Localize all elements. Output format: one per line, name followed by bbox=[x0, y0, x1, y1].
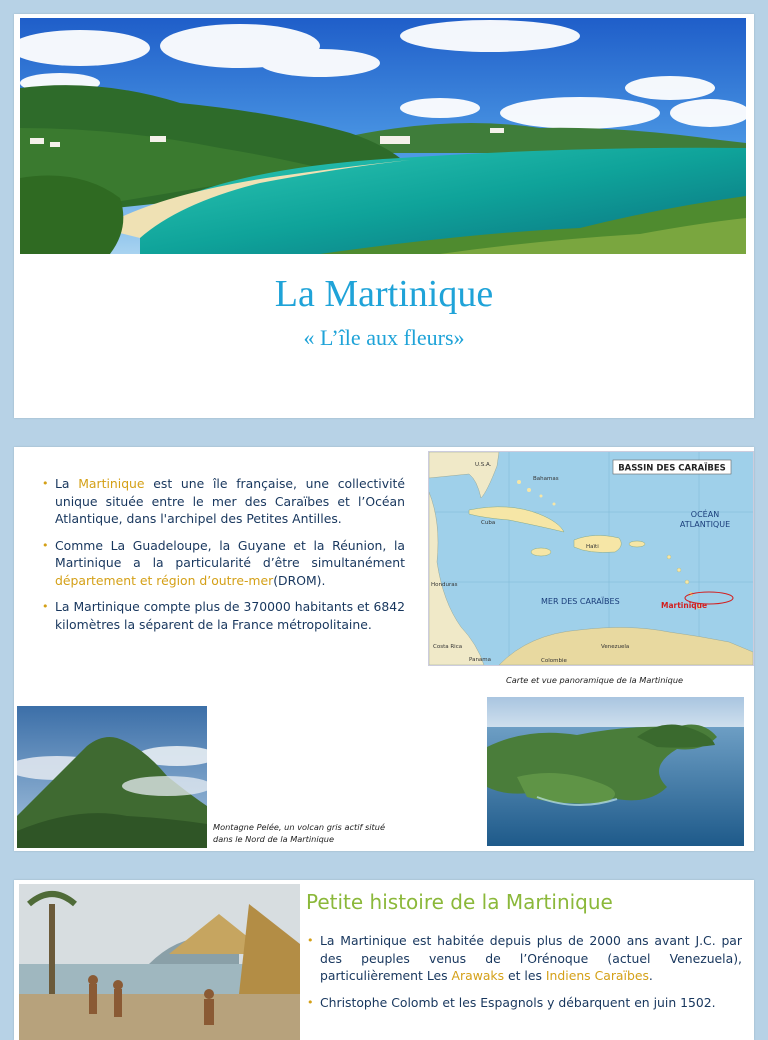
map-label-honduras: Honduras bbox=[431, 582, 458, 588]
map-label-atlantic: ATLANTIQUE bbox=[679, 520, 731, 529]
bullet-icon: • bbox=[42, 600, 49, 613]
map-label-panama: Panama bbox=[469, 657, 492, 663]
bullet-icon: • bbox=[307, 995, 314, 1009]
bullet-item bbox=[42, 598, 405, 633]
history-title: Petite histoire de la Martinique bbox=[306, 890, 613, 914]
presentation-subtitle: « L’île aux fleurs» bbox=[303, 325, 465, 350]
highlight-arawaks: Arawaks bbox=[451, 968, 505, 983]
map-label-haiti: Haïti bbox=[586, 544, 599, 550]
bullet-text: Comme La Guadeloupe, la Guyane et la Réunion, la Martinique a la particularité d’être simultanément bbox=[55, 537, 405, 570]
mount-pelee-image bbox=[17, 706, 207, 848]
bullet-icon: • bbox=[307, 934, 314, 947]
map-title: BASSIN DES CARAÏBES bbox=[618, 463, 726, 474]
map-label-martinique: Martinique bbox=[661, 601, 708, 610]
slide-presentation bbox=[14, 447, 754, 851]
map-label-usa: U.S.A. bbox=[475, 462, 492, 468]
bullet-item bbox=[307, 932, 742, 985]
highlight-indiens-caraibes: Indiens Caraïbes bbox=[545, 968, 649, 983]
intro-bullet-list bbox=[42, 475, 405, 642]
arawak-village-illustration bbox=[19, 884, 300, 1040]
map-label-costa-rica: Costa Rica bbox=[433, 644, 463, 650]
volcano-caption: Montagne Pelée, un volcan gris actif situé dans le Nord de la Martinique bbox=[213, 822, 385, 844]
history-bullet-list bbox=[307, 932, 742, 1020]
bullet-text: . bbox=[648, 968, 653, 983]
map-label-bahamas: Bahamas bbox=[533, 476, 559, 482]
bullet-text: La Martinique compte plus de 370000 habitants et 6842 kilomètres la séparent de la France métropolitaine. bbox=[55, 599, 405, 632]
map-label-ocean: OCÉAN bbox=[690, 510, 720, 519]
map-caption: Carte et vue panoramique de la Martinique bbox=[506, 675, 684, 685]
bullet-item bbox=[42, 475, 405, 528]
bullet-icon: • bbox=[42, 477, 49, 490]
bullet-text: et les bbox=[504, 968, 546, 983]
slide-title bbox=[14, 14, 754, 418]
map-label-colombie: Colombie bbox=[541, 658, 567, 664]
aerial-martinique-image bbox=[487, 697, 744, 846]
bullet-icon: • bbox=[42, 538, 49, 552]
highlight-drom: département et région d’outre-mer bbox=[55, 572, 274, 588]
map-label-venezuela: Venezuela bbox=[601, 644, 630, 650]
bullet-text: La bbox=[55, 476, 79, 491]
bullet-text: est une île française, une collectivité unique située entre le mer des Caraïbes et l’Océan Atlantique, dans l'archipel des Petites Antilles. bbox=[55, 476, 405, 526]
map-label-sea: MER DES CARAÏBES bbox=[541, 597, 620, 606]
beach-panorama-image bbox=[20, 18, 746, 254]
caribbean-map bbox=[428, 451, 754, 666]
bullet-item bbox=[307, 994, 742, 1012]
bullet-text: La Martinique est habitée depuis plus de 2000 ans avant J.C. par des peuples venus de l’Orénoque (actuel Venezuela), particulièrement Les bbox=[320, 933, 742, 983]
highlight-martinique: Martinique bbox=[78, 476, 145, 491]
bullet-text: Christophe Colomb et les Espagnols y débarquent en juin 1502. bbox=[320, 994, 716, 1010]
bullet-text: (DROM). bbox=[273, 572, 326, 588]
slide-history bbox=[14, 880, 754, 1040]
presentation-title: La Martinique bbox=[274, 273, 494, 315]
map-label-cuba: Cuba bbox=[481, 520, 496, 526]
bullet-item bbox=[42, 537, 405, 590]
